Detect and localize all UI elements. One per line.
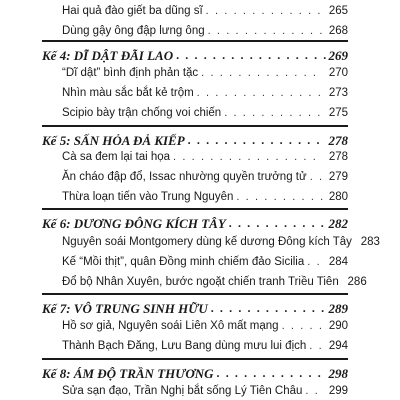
dot-leader bbox=[208, 24, 323, 38]
toc-entry bbox=[62, 146, 348, 164]
toc-entry bbox=[62, 271, 367, 289]
dot-leader bbox=[305, 384, 323, 398]
dot-leader bbox=[309, 339, 323, 353]
section-title: Kế 7: VÔ TRUNG SINH HỮU bbox=[42, 301, 208, 316]
section-page: 278 bbox=[328, 133, 348, 148]
dot-leader bbox=[197, 86, 323, 100]
section-title: Kế 6: DƯƠNG ĐÔNG KÍCH TÂY bbox=[42, 216, 226, 231]
toc-entry-page: 273 bbox=[328, 87, 348, 99]
toc-entry-title: Hồ sơ giả, Nguyên soái Liên Xô mất mạng bbox=[62, 320, 279, 332]
section-title: Kế 4: DĨ DẬT ĐÃI LAO bbox=[42, 48, 174, 63]
toc-entry-title: Thừa loạn tiến vào Trung Nguyên bbox=[62, 191, 234, 203]
toc-entry bbox=[62, 0, 348, 18]
dot-leader bbox=[176, 48, 325, 63]
section-title: Kế 8: ÁM ĐỘ TRẦN THƯƠNG bbox=[42, 366, 214, 381]
toc-entry-page: 279 bbox=[328, 171, 348, 183]
toc-entry-page: 270 bbox=[328, 67, 348, 79]
dot-leader bbox=[236, 190, 323, 204]
toc-entry-title: “Dĩ dật” bình định phản tặc bbox=[62, 67, 199, 79]
toc-entry bbox=[62, 20, 348, 38]
toc-entry bbox=[62, 315, 348, 333]
section-page: 298 bbox=[328, 366, 348, 381]
toc-entry-page: 280 bbox=[328, 191, 348, 203]
toc-entry bbox=[62, 231, 380, 249]
toc-entry-title: Dùng gậy ông đập lưng ông bbox=[62, 25, 205, 37]
dot-leader bbox=[224, 106, 323, 120]
dot-leader bbox=[310, 170, 323, 184]
section-title: Kế 5: SẤN HỎA ĐẢ KIẾP bbox=[42, 133, 185, 148]
section-page: 269 bbox=[328, 48, 348, 63]
toc-entry bbox=[62, 380, 348, 398]
section-divider bbox=[42, 293, 348, 295]
toc-entry-page: 290 bbox=[328, 320, 348, 332]
toc-entry-title: Hai quả đào giết ba dũng sĩ bbox=[62, 5, 203, 17]
toc-entry bbox=[62, 251, 348, 269]
toc-entry-title: Ăn cháo đập đổ, Issac nhường quyền trưởng tử bbox=[62, 171, 307, 183]
toc-entry-title: Kế “Mồi thịt”, quân Đồng minh chiếm đảo Sicilia bbox=[62, 256, 305, 268]
toc-entry bbox=[62, 82, 348, 100]
section-page: 289 bbox=[328, 301, 348, 316]
section-divider bbox=[42, 208, 348, 210]
toc-entry-page: 294 bbox=[328, 340, 348, 352]
toc-entry-page: 278 bbox=[328, 151, 348, 163]
section-divider bbox=[42, 125, 348, 127]
toc-entry-title: Cà sa đem lại tai họa bbox=[62, 151, 171, 163]
toc-entry-page: 284 bbox=[328, 256, 348, 268]
toc-entry-title: Sửa sạn đạo, Trần Nghị bắt sống Lý Tiên Châu bbox=[62, 385, 303, 397]
dot-leader bbox=[282, 319, 323, 333]
toc-entry-page: 265 bbox=[328, 5, 348, 17]
toc-entry bbox=[62, 335, 348, 353]
toc-entry-title: Nguyên soái Montgomery dùng kế dương Đông kích Tây bbox=[62, 236, 352, 248]
dot-leader bbox=[211, 301, 326, 316]
toc-entry-title: Đổ bộ Nhân Xuyên, bước ngoặt chiến tranh Triều Tiên bbox=[62, 276, 339, 288]
toc-entry-title: Scipio bày trận chống voi chiến bbox=[62, 107, 222, 119]
dot-leader bbox=[229, 216, 326, 231]
toc-entry-page: 286 bbox=[347, 276, 367, 288]
dot-leader bbox=[206, 4, 323, 18]
toc-entry-page: 268 bbox=[328, 25, 348, 37]
toc-entry-title: Nhìn màu sắc bắt kẻ trộm bbox=[62, 87, 194, 99]
toc-entry bbox=[62, 62, 348, 80]
toc-entry bbox=[62, 166, 348, 184]
section-divider bbox=[42, 40, 348, 42]
toc-entry-page: 283 bbox=[360, 236, 380, 248]
toc-entry bbox=[62, 102, 348, 120]
toc-entry-page: 275 bbox=[328, 107, 348, 119]
dot-leader bbox=[201, 66, 323, 80]
section-page: 282 bbox=[328, 216, 348, 231]
dot-leader bbox=[307, 255, 323, 269]
dot-leader bbox=[217, 366, 326, 381]
section-divider bbox=[42, 358, 348, 360]
toc-entry-title: Thành Bạch Đăng, Lưu Bang dùng mưu lui địch bbox=[62, 340, 307, 352]
toc-entry-page: 299 bbox=[328, 385, 348, 397]
dot-leader bbox=[173, 150, 323, 164]
toc-entry bbox=[62, 186, 348, 204]
